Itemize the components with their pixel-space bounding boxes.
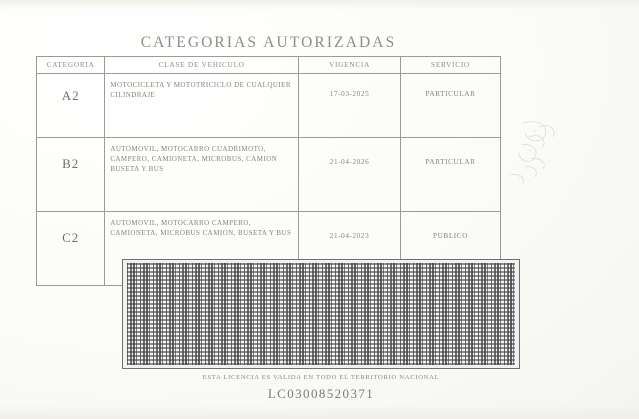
cell-categoria: A2 (37, 74, 105, 138)
barcode-section (122, 259, 520, 402)
license-number: LC03008520371 (267, 386, 375, 401)
cell-servicio: PUBLICO (401, 212, 501, 286)
authorized-categories-table (36, 56, 501, 286)
authorized-categories-section (36, 34, 501, 286)
scan-edge-top (0, 0, 639, 10)
column-header-servicio: SERVICIO (401, 57, 501, 74)
cell-clase-vehiculo: AUTOMOVIL, MOTOCARRO CAMPERO, CAMIONETA, MICROBUS CAMION, BUSETA Y BUS (105, 212, 299, 286)
cell-categoria: C2 (37, 212, 105, 286)
barcode-icon (122, 259, 520, 369)
cell-servicio: PARTICULAR (401, 138, 501, 212)
cell-servicio: PARTICULAR (401, 74, 501, 138)
column-header-vigencia: VIGENCIA (299, 57, 401, 74)
table-row (37, 74, 501, 138)
cell-vigencia: 21-04-2026 (299, 138, 401, 212)
cell-clase-vehiculo: AUTOMOVIL, MOTOCARRO CUADRIMOTO, CAMPERO, CAMIONETA, MICROBUS, CAMION BUSETA Y BUS (105, 138, 299, 212)
column-header-categoria: CATEGORIA (37, 57, 105, 74)
table-row (37, 138, 501, 212)
cell-vigencia: 21-04-2023 (299, 212, 401, 286)
barcode-bars (127, 263, 515, 365)
table-header-row (37, 57, 501, 74)
scan-edge-bottom (0, 405, 639, 419)
cell-clase-vehiculo: MOTOCICLETA Y MOTOTRICICLO DE CUALQUIER CILINDRAJE (105, 74, 299, 138)
cell-categoria: B2 (37, 138, 105, 212)
column-header-clase-vehiculo: CLASE DE VEHICULO (105, 57, 299, 74)
validity-note: ESTA LICENCIA ES VALIDA EN TODO EL TERRITORIO NACIONAL (202, 374, 440, 381)
cell-vigencia: 17-03-2025 (299, 74, 401, 138)
page-title: CATEGORIAS AUTORIZADAS (140, 34, 397, 51)
